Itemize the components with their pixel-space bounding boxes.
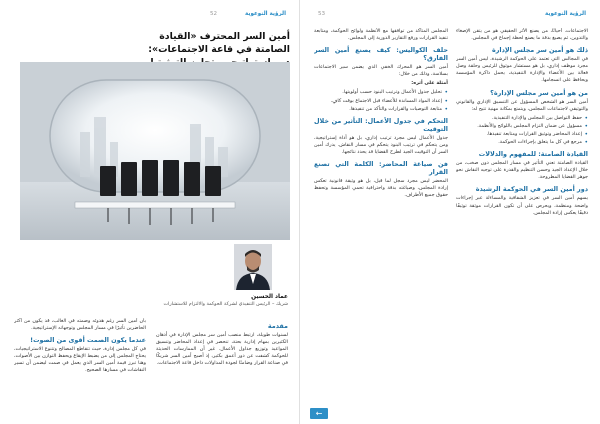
right-column-intro: الاجتماعات. أحيانًا، من يصنع الأثر الحقيقي هو من يتقن الإصغاء والتدوين، ثم يصيغ بدقة ما يصنع لحظة إجماع في المجلس. bbox=[456, 28, 588, 42]
list-item: • إعداد المحاضر وتوثيق القرارات ومتابعة تنفيذها. bbox=[456, 131, 588, 138]
intro-paragraph: لسنوات طويلة، ارتبط منصب أمين سر مجلس الإدارة في أذهان الكثيرين بمهام إدارية بحتة، تنحصر في إعداد المحاضر وتنسيق المواعيد وتوزيع جداول الأعمال. غير أن الممارسات الحديثة للحوكمة كشفت عن دور أعمق بكثير، إذ أصبح أمين السر شريكًا في صناعة القرار وضامنًا لجودة المداولات داخل قاعة الاجتماعات. bbox=[156, 332, 288, 367]
meeting-room-illustration bbox=[20, 62, 290, 240]
duties-list bbox=[456, 115, 588, 146]
left-page-number: 52 bbox=[210, 11, 218, 17]
right-running-header bbox=[545, 11, 586, 23]
examples-list bbox=[314, 89, 448, 112]
author-portrait bbox=[234, 244, 272, 290]
backstage-heading: حلف الكواليس: كيف يصنع أمين السر الفارق؟ bbox=[314, 46, 448, 63]
right-header-tag: الرؤية النوعوية bbox=[544, 11, 586, 17]
left-column-intro: بأن أمين السر رغم هدوئه وصمته في الغالب، قد يكون من أكثر الحاضرين تأثيرًا في مسار المجلس وتوجهاته الإستراتيجية. bbox=[14, 318, 146, 332]
minutes-heading: فن صياغة المحاضر: الكلمة التي تصنع القرار bbox=[314, 160, 448, 177]
intro-heading: مقدمة bbox=[267, 322, 288, 330]
minutes-paragraph: المحضر ليس مجرد سجل لما قيل، بل هو وثيقة قانونية تعكس إرادة المجلس، وصياغته بدقة واحترافية تحمي المؤسسة وتحفظ حقوق جميع الأطراف. bbox=[314, 178, 448, 199]
silence-paragraph: في كل مجلس إدارة، حيث تتقاطع المصالح وتتنوع الاستراتيجيات، يحتاج المجلس إلى من يضبط الإيقاع ويحفظ التوازن بين الأصوات، وهنا تبرز قيمة أمين السر الذي يعمل في صمت ليضمن أن تسير النقاشات في مسارها الصحيح. bbox=[14, 346, 146, 374]
list-item: • متابعة التوصيات والقرارات والتأكد من تنفيذها. bbox=[314, 106, 448, 113]
secretary-paragraph: في المجالس التي تعتمد على الحوكمة الرشيدة، ليس أمين السر مجرد موظف إداري، بل هو مستشار موثوق للرئيس وحلقة وصل فعالة بين الأعضاء والإدارة التنفيذية، يحمل ذاكرة المؤسسة ويحافظ على انسجامها. bbox=[456, 56, 588, 84]
author-name: عماد الحسين bbox=[251, 294, 288, 300]
secretary-heading: ذلك هو أمين سر مجلس الإدارة bbox=[491, 46, 588, 55]
author-photo bbox=[234, 244, 272, 290]
list-item: • تحليل جدول الأعمال وترتيب البنود حسب أولويتها. bbox=[314, 89, 448, 96]
backstage-paragraph: أمين السر هو المحرك الخفي الذي يضمن سير الاجتماعات بسلاسة، وذلك من خلال: bbox=[314, 64, 448, 78]
article-title: أمين السر المحترف «القيادة الصامتة في قاعة الاجتماعات»: bbox=[148, 31, 290, 55]
list-item: • مرجع في كل ما يتعلق بإجراءات الحوكمة. bbox=[456, 139, 588, 146]
right-page bbox=[300, 0, 600, 424]
examples-subheading: أمثلة على أثره: bbox=[411, 80, 448, 87]
hero-image-meeting-room bbox=[20, 62, 290, 240]
right-page-column-right bbox=[456, 28, 588, 408]
right-page-number: 53 bbox=[318, 11, 326, 17]
agenda-control-heading: التحكم في جدول الأعمال: التأثير من خلال التوقيت bbox=[314, 116, 448, 133]
who-is-paragraph: أمين السر هو الشخص المسؤول عن التنسيق الإداري والقانوني والتوثيقي لاجتماعات المجلس، ويتمتع بمكانة مهنية تتيح له: bbox=[456, 98, 588, 112]
next-page-arrow-button[interactable]: ← bbox=[310, 408, 328, 419]
left-page-column-right bbox=[156, 318, 288, 418]
silent-leadership-heading: القيادة الصامتة: للمفهوم والدلالات bbox=[478, 150, 588, 159]
silence-heading: عندما يكون الصمت أقوى من الصوت! bbox=[30, 336, 146, 345]
list-item: • إعداد المواد المساندة للأعضاء قبل الاجتماع بوقت كافٍ. bbox=[314, 98, 448, 105]
who-is-heading: من هو أمين سر مجلس الإدارة؟ bbox=[490, 88, 588, 97]
left-header-tag: الرؤية النوعوية bbox=[244, 11, 286, 17]
author-role: شريك – الرئيس التنفيذي لشركة الحوكمة والالتزام للاستشارات bbox=[163, 302, 288, 307]
left-running-header bbox=[245, 11, 286, 23]
list-item: • حفظ التواصل بين المجلس والإدارة التنفيذية. bbox=[456, 115, 588, 122]
right-page-column-left bbox=[314, 28, 448, 404]
silent-leadership-paragraph: القيادة الصامتة تعني التأثير في مسار المجلس دون صخب، من خلال الإعداد الجيد وحسن التنظيم والقدرة على توجيه النقاش نحو جوهر القضايا المطروحة. bbox=[456, 160, 588, 181]
agenda-control-paragraph: جدول الأعمال ليس مجرد ترتيب إداري، بل هو أداة إستراتيجية، ومن يتحكم في ترتيب البنود يتحكم في مسار النقاش. يدرك أمين السر أن التوقيت الجيد لطرح القضايا قد يحدد نتائجها. bbox=[314, 134, 448, 155]
left-page-column-left bbox=[14, 318, 146, 418]
left-column-intro-right-page: المجلس المتأكد من توافقها مع الأنظمة ولوائح الحوكمة، ومتابعة تنفيذ القرارات ورفع التقارير الدورية إلى المجلس. bbox=[314, 28, 448, 42]
list-item: • مسؤول عن ضمان التزام المجلس باللوائح والأنظمة. bbox=[456, 123, 588, 130]
governance-role-paragraph: يسهم أمين السر في تعزيز الشفافية والمساءلة عبر إجراءات واضحة ومنظمة، ويحرص على أن تكون القرارات موثقة توثيقًا دقيقًا يعكس إرادة المجلس. bbox=[456, 195, 588, 216]
governance-role-heading: دور أمين السر في الحوكمة الرشيدة bbox=[475, 185, 588, 194]
